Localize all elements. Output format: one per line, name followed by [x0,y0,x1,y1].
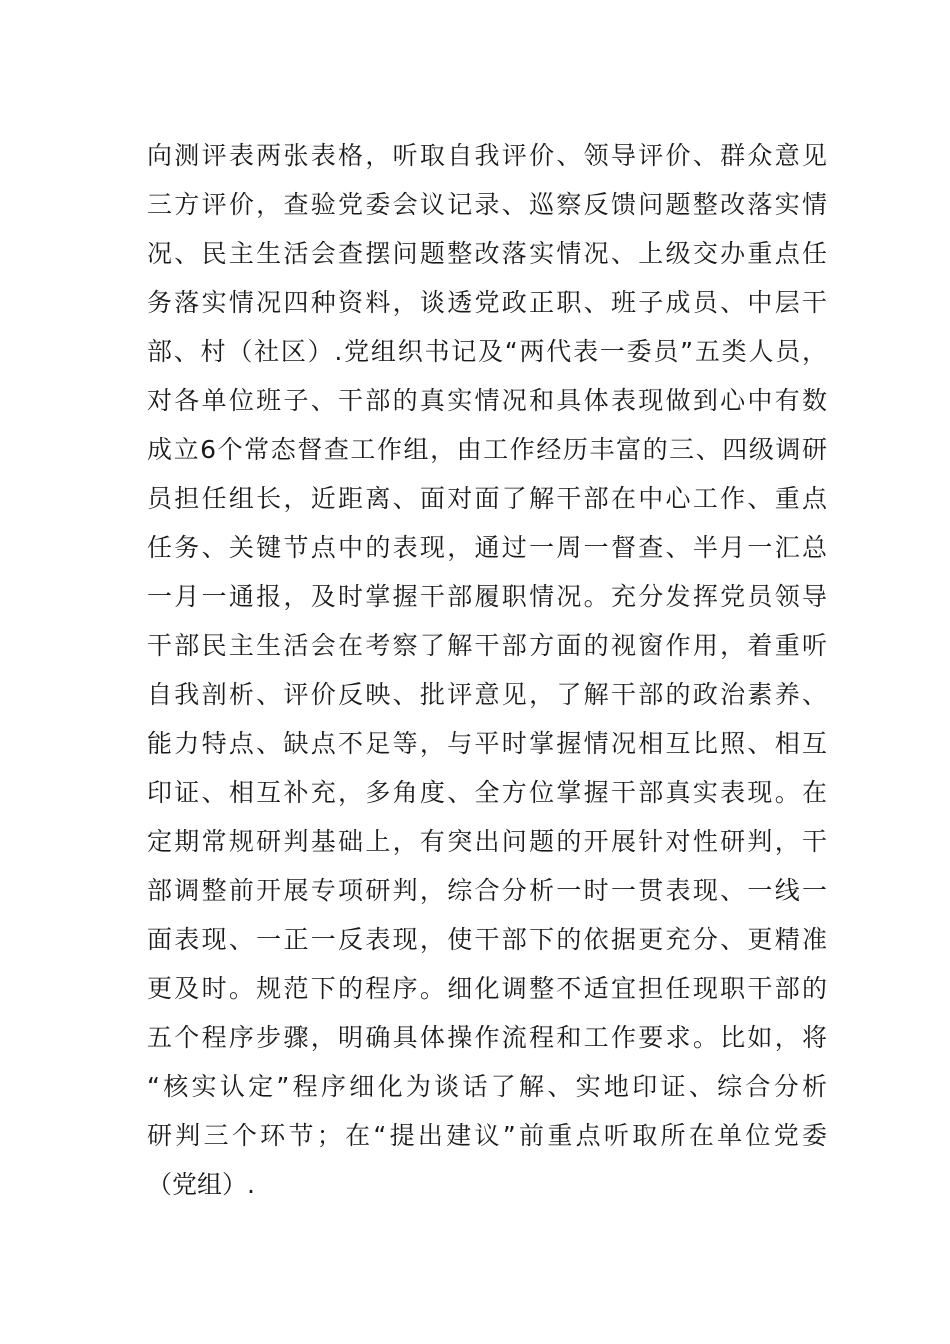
text-line: 印证、相互补充，多角度、全方位掌握干部真实表现。在 [147,778,827,807]
text-line: 部、村（社区）.党组织书记及“两代表一委员”五类人员， [147,337,827,366]
text-line: 能力特点、缺点不足等，与平时掌握情况相互比照、相互 [147,729,827,758]
text-line: 五个程序步骤，明确具体操作流程和工作要求。比如，将 [147,1023,827,1052]
text-line: 自我剖析、评价反映、批评意见，了解干部的政治素养、 [147,680,827,709]
text-line: （党组）. [147,1170,255,1199]
text-line: 向测评表两张表格，听取自我评价、领导评价、群众意见 [147,141,827,170]
text-line: 干部民主生活会在考察了解干部方面的视窗作用，着重听 [147,631,827,660]
text-line: 三方评价，查验党委会议记录、巡察反馈问题整改落实情 [147,190,827,219]
body-text [147,131,827,1209]
text-line: 研判三个环节；在“提出建议”前重点听取所在单位党委 [147,1121,827,1150]
text-line: 员担任组长，近距离、面对面了解干部在中心工作、重点 [147,484,827,513]
text-line: 定期常规研判基础上，有突出问题的开展针对性研判，干 [147,827,827,856]
text-line: 务落实情况四种资料，谈透党政正职、班子成员、中层干 [147,288,827,317]
text-line: “核实认定”程序细化为谈话了解、实地印证、综合分析 [147,1072,827,1101]
text-line: 部调整前开展专项研判，综合分析一时一贯表现、一线一 [147,876,827,905]
text-line: 面表现、一正一反表现，使干部下的依据更充分、更精准 [147,925,827,954]
text-line: 任务、关键节点中的表现，通过一周一督查、半月一汇总 [147,533,827,562]
text-line: 更及时。规范下的程序。细化调整不适宜担任现职干部的 [147,974,827,1003]
text-line: 一月一通报，及时掌握干部履职情况。充分发挥党员领导 [147,582,827,611]
text-line: 对各单位班子、干部的真实情况和具体表现做到心中有数 [147,386,827,415]
text-line: 成立6个常态督查工作组，由工作经历丰富的三、四级调研 [147,435,827,464]
text-line: 况、民主生活会查摆问题整改落实情况、上级交办重点任 [147,239,827,268]
